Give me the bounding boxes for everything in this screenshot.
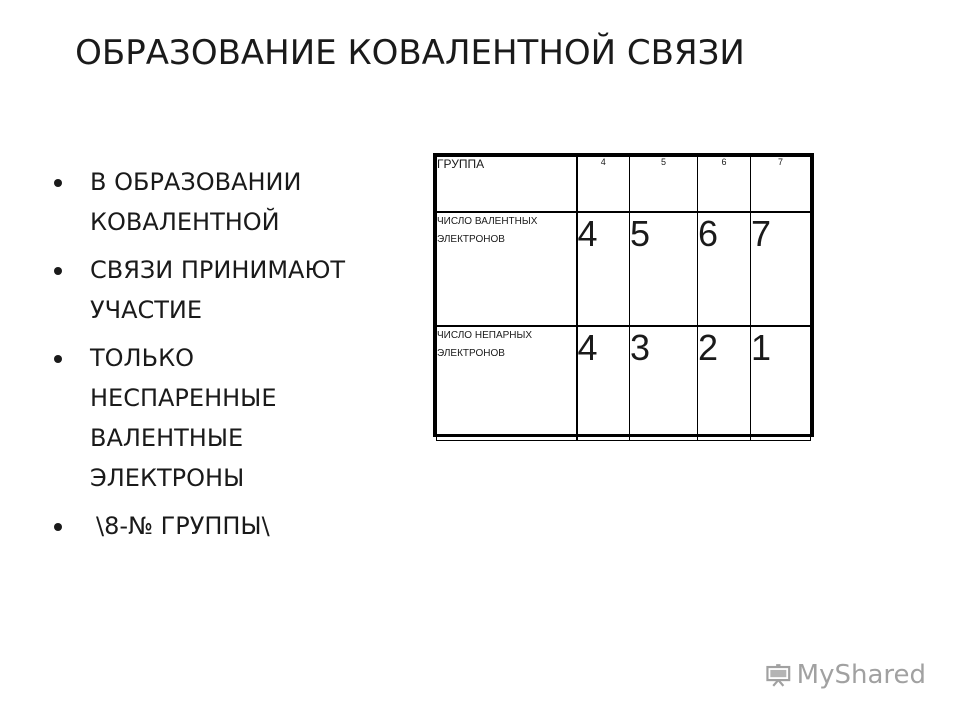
slide-title: ОБРАЗОВАНИЕ КОВАЛЕНТНОЙ СВЯЗИ — [75, 33, 745, 73]
bullet-item: ТОЛЬКО НЕСПАРЕННЫЕ ВАЛЕНТНЫЕ ЭЛЕКТРОНЫ — [48, 338, 388, 498]
table-cell: 7 — [751, 212, 811, 326]
row-label: ЧИСЛО НЕПАРНЫХ ЭЛЕКТРОНОВ — [437, 326, 577, 441]
bullet-item: В ОБРАЗОВАНИИ КОВАЛЕНТНОЙ — [48, 162, 388, 242]
table-cell: 4 — [577, 326, 630, 441]
logo — [766, 655, 926, 695]
group-cell: 5 — [630, 157, 698, 212]
groups-table — [433, 153, 814, 437]
table-cell: 4 — [577, 212, 630, 326]
bullet-item: \8-№ ГРУППЫ\ — [48, 506, 388, 546]
table-header-row — [437, 157, 811, 212]
table-cell: 6 — [698, 212, 751, 326]
logo-text: MyShared — [796, 660, 926, 690]
group-cell: 6 — [698, 157, 751, 212]
group-cell: 7 — [751, 157, 811, 212]
bullet-list — [48, 162, 388, 554]
table-row — [437, 212, 811, 326]
row-label: ЧИСЛО ВАЛЕНТНЫХ ЭЛЕКТРОНОВ — [437, 212, 577, 326]
group-cell: 4 — [577, 157, 630, 212]
table-row — [437, 326, 811, 441]
table-cell: 5 — [630, 212, 698, 326]
bullet-item: СВЯЗИ ПРИНИМАЮТ УЧАСТИЕ — [48, 250, 388, 330]
table-cell: 2 — [698, 326, 751, 441]
table-cell: 3 — [630, 326, 698, 441]
projector-screen-icon — [766, 658, 791, 692]
header-label: ГРУППА — [437, 157, 577, 212]
table-cell: 1 — [751, 326, 811, 441]
